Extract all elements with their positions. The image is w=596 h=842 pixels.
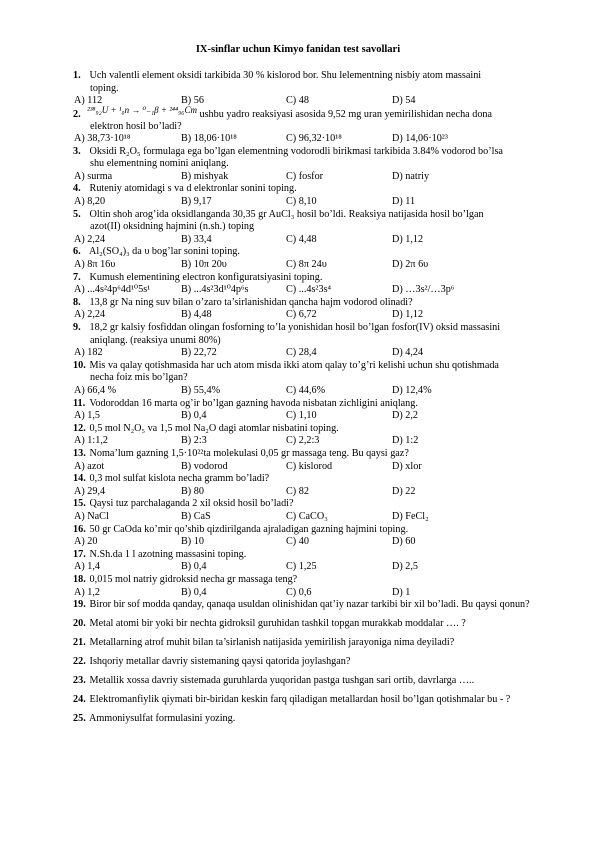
question-5: [74, 209, 564, 234]
question-text: 50 gr CaOda ko’mir qo’shib qizdirilganda ajraladigan gazning hajmini toping.: [87, 523, 409, 535]
question-text: ushbu yadro reaksiyasi asosida 9,52 mg uran yemirilishidan necha dona: [196, 108, 493, 120]
answer-option-a: A) 8,20: [74, 196, 106, 207]
question-text-continued: shu elementning nomini aniqlang.: [90, 158, 229, 170]
answer-option-d: D) 4,24: [392, 347, 424, 359]
answer-option-c: C) fosfor: [286, 170, 324, 182]
answer-option-c: C) 28,4: [286, 347, 317, 359]
answer-options: [74, 561, 564, 574]
answer-options: [74, 259, 564, 272]
answer-option-b: B) 0,4: [181, 410, 207, 422]
answer-option-a: A) 2,24: [74, 233, 106, 245]
answer-option-b: B) 18,06·10¹⁸: [181, 133, 237, 144]
question-number: 3.: [73, 145, 81, 157]
question-number: 9.: [73, 322, 81, 333]
question-number: 13.: [73, 448, 86, 459]
question-text-continued: elektron hosil bo’ladi?: [90, 121, 182, 133]
answer-option-a: A) 8π 16υ: [74, 259, 116, 270]
answer-options: [74, 461, 564, 474]
question-14: [74, 473, 564, 486]
question-number: 14.: [73, 473, 86, 485]
answer-option-a: A) 1,2: [74, 586, 101, 598]
answer-options: [74, 347, 564, 360]
answer-option-b: B) 22,72: [181, 347, 217, 359]
answer-option-c: C) 96,32·10¹⁸: [286, 133, 342, 144]
answer-options: [74, 511, 564, 524]
answer-option-d: D) 2,2: [392, 410, 419, 422]
question-text: Metallik xossa davriy sistemada guruhlarda yuqoridan pastga tushgan sari ortib, davrlarga …..: [87, 675, 475, 687]
answer-option-c: C) kislorod: [286, 460, 333, 472]
answer-option-a: A) 38,73·10¹⁸: [74, 133, 131, 144]
answer-option-d: D) 1,12: [392, 309, 424, 321]
question-text: Metallarning atrof muhit bilan ta’sirlanish natijasida yemirilish jarayoniga nima deyiladi?: [87, 637, 455, 649]
question-24: [74, 694, 564, 707]
question-text: Biror bir sof modda qanday, qanaqa usuldan olinishidan qat’iy nazar tarkibi bir xil bo’ladi. Bu qaysi qonun?: [87, 599, 530, 611]
question-text: Oltin shoh arog’ida oksidlanganda 30,35 gr AuCl₃ hosil bo’ldi. Reaksiya natijasida hosil bo’lgan: [87, 208, 484, 220]
answer-option-b: B) 55,4%: [181, 385, 221, 396]
answer-option-c: C) 40: [286, 536, 309, 548]
answer-option-a: A) 182: [74, 347, 103, 359]
question-12: [74, 423, 564, 436]
question-1: [74, 70, 564, 95]
answer-option-c: C) ...4s²3s⁴: [286, 284, 332, 296]
question-text: 13,8 gr Na ning suv bilan o’zaro ta’sirlanishidan qancha hajm vodorod olinadi?: [87, 296, 413, 308]
question-22: [74, 656, 564, 669]
question-13: [74, 448, 564, 461]
question-number: 15.: [73, 498, 86, 510]
answer-option-a: A) azot: [74, 460, 105, 472]
question-text-continued: toping.: [90, 82, 119, 94]
answer-option-a: A) 1:1,2: [74, 435, 108, 447]
answer-option-a: A) 1,4: [74, 561, 101, 573]
question-text: Elektromanfiylik qiymati bir-biridan keskin farq qiladigan metallardan hosil bo’lgan qotishmalar bu - ?: [87, 694, 511, 706]
question-number: 8.: [73, 296, 81, 308]
question-text: Uch valentli element oksidi tarkibida 30 % kislorod bor. Shu lelementning nisbiy atom massaini: [87, 70, 482, 81]
question-text: 0,015 mol natriy gidroksid necha gr massaga teng?: [87, 574, 298, 585]
answer-option-c: C) 0,6: [286, 586, 312, 598]
question-text: Vodoroddan 16 marta og’ir bo’lgan gazning havoda nisbatan zichligini aniqlang.: [87, 397, 418, 409]
answer-option-d: D) 1:2: [392, 435, 419, 447]
question-number: 11.: [73, 397, 86, 409]
question-text: Metal atomi bir yoki bir nechta gidroksil guruhidan tashkil topgan murakkab moddalar …. ?: [87, 618, 466, 630]
answer-option-d: D) xlor: [392, 460, 422, 472]
question-text: Ruteniy atomidagi s va d elektronlar sonini toping.: [87, 183, 297, 195]
answer-option-d: D) FeCl₂: [392, 511, 429, 522]
question-text-continued: azot(II) oksidning hajmini (n.sh.) toping: [90, 221, 255, 233]
question-6: [74, 246, 564, 259]
answer-option-d: D) 11: [392, 196, 416, 207]
answer-option-d: D) 54: [392, 95, 416, 107]
answer-option-c: C) 48: [286, 95, 309, 107]
answer-option-b: B) 0,4: [181, 561, 207, 573]
answer-option-a: A) 1,5: [74, 410, 101, 422]
question-number: 24.: [73, 694, 86, 706]
question-25: [74, 713, 564, 726]
answer-option-b: B) 10: [181, 536, 204, 548]
answer-option-c: C) 6,72: [286, 309, 317, 321]
answer-option-b: B) 10π 20υ: [181, 259, 227, 270]
answer-option-b: B) 2:3: [181, 435, 207, 447]
answer-options: [74, 234, 564, 247]
question-8: [74, 297, 564, 310]
question-number: 20.: [73, 618, 86, 630]
nuclear-equation: ²³⁸₉₂U + ¹₀n → ⁰₋₁β + ²⁴⁴₉₆Cm: [87, 104, 197, 115]
question-number: 18.: [73, 574, 86, 585]
question-number: 17.: [73, 548, 86, 560]
question-number: 21.: [73, 637, 86, 649]
answer-option-b: B) 4,48: [181, 309, 212, 321]
question-text-continued: necha foiz mis bo’lgan?: [90, 372, 188, 384]
answer-option-d: D) 22: [392, 485, 416, 497]
question-text: 18,2 gr kalsiy fosfiddan olingan fosforning to’la yonishidan hosil bo’lgan fosfor(IV) oksid massasini: [87, 322, 501, 333]
answer-option-d: D) natriy: [392, 170, 430, 182]
question-text: 0,3 mol sulfat kislota necha gramm bo’ladi?: [87, 473, 270, 485]
answer-option-c: C) 44,6%: [286, 385, 326, 396]
answer-options: [74, 309, 564, 322]
question-2: [73, 104, 564, 134]
question-17: [74, 549, 564, 562]
answer-options: [74, 385, 564, 398]
question-text-continued: aniqlang. (reaksiya unumi 80%): [90, 334, 221, 346]
question-18: [74, 574, 564, 587]
answer-option-b: B) CaS: [181, 511, 211, 522]
answer-option-d: D) 60: [392, 536, 416, 548]
answer-option-c: C) 2,2:3: [286, 435, 320, 447]
question-number: 2.: [73, 108, 81, 120]
question-number: 1.: [73, 70, 81, 81]
answer-options: [74, 133, 564, 146]
question-text: Noma’lum gazning 1,5·10²²ta molekulasi 0,05 gr massaga teng. Bu qaysi gaz?: [87, 448, 409, 459]
question-19: [74, 599, 564, 612]
question-number: 12.: [73, 422, 86, 434]
answer-option-c: C) CaCO₃: [286, 511, 328, 522]
answer-option-d: D) 12,4%: [392, 385, 432, 396]
answer-option-a: A) 66,4 %: [74, 385, 117, 396]
question-number: 16.: [73, 523, 86, 535]
question-text: Ishqoriy metallar davriy sistemaning qaysi qatorida joylashgan?: [87, 656, 351, 668]
question-text: Oksidi R₂O₅ formulaga ega bo’lgan elementning vodorodli birikmasi tarkibida 3.84% vodorod bo’lsa: [87, 145, 503, 157]
answer-option-b: B) 80: [181, 485, 204, 497]
question-text: Ammoniysulfat formulasini yozing.: [87, 713, 236, 725]
answer-option-a: A) NaCl: [74, 511, 109, 522]
question-number: 5.: [73, 208, 81, 220]
answer-option-d: D) 14,06·10²³: [392, 133, 448, 144]
question-number: 23.: [73, 675, 86, 687]
question-10: [74, 360, 564, 385]
answer-options: [74, 284, 564, 297]
question-3: [74, 146, 564, 171]
question-15: [74, 498, 564, 511]
answer-option-d: D) 1,12: [392, 233, 424, 245]
question-text: 0,5 mol N₂O₅ va 1,5 mol Na₂O dagi atomlar nisbatini toping.: [87, 422, 339, 434]
question-text: Kumush elementining electron konfiguratsiyasini toping.: [87, 271, 323, 283]
question-number: 4.: [73, 183, 81, 195]
answer-options: [74, 196, 564, 209]
answer-option-b: B) 0,4: [181, 586, 207, 598]
answer-options: [74, 410, 564, 423]
question-number: 7.: [73, 271, 81, 283]
answer-option-d: D) …3s²/…3p⁶: [392, 284, 455, 296]
answer-option-a: A) surma: [74, 170, 113, 182]
answer-option-b: B) 33,4: [181, 233, 212, 245]
answer-option-b: B) 9,17: [181, 196, 212, 207]
answer-option-c: C) 1,25: [286, 561, 317, 573]
question-number: 19.: [73, 599, 86, 611]
answer-option-a: A) 112: [74, 95, 103, 107]
question-text: Qaysi tuz parchalaganda 2 xil oksid hosil bo’ladi?: [87, 498, 294, 510]
question-20: [74, 618, 564, 631]
answer-option-c: C) 82: [286, 485, 309, 497]
answer-option-b: B) vodorod: [181, 460, 228, 472]
answer-option-c: C) 8π 24υ: [286, 259, 327, 270]
answer-option-b: B) 56: [181, 95, 204, 107]
answer-option-d: D) 1: [392, 586, 411, 598]
answer-options: [74, 435, 564, 448]
answer-option-d: D) 2π 6υ: [392, 259, 429, 270]
question-23: [74, 675, 564, 688]
question-number: 6.: [73, 246, 81, 258]
question-number: 22.: [73, 656, 86, 668]
question-7: [74, 272, 564, 285]
question-11: [74, 398, 564, 411]
answer-options: [74, 536, 564, 549]
question-text: N.Sh.da 1 l azotning massasini toping.: [87, 548, 247, 560]
answer-options: [74, 587, 564, 600]
answer-option-c: C) 1,10: [286, 410, 317, 422]
question-9: [74, 322, 564, 347]
answer-options: [74, 171, 564, 184]
answer-option-a: A) 2,24: [74, 309, 106, 321]
answer-option-c: C) 8,10: [286, 196, 317, 207]
answer-option-a: A) ...4s²4p⁶4d¹⁰5s¹: [74, 284, 151, 296]
answer-option-b: B) ...4s²3d¹⁰4p⁶s: [181, 284, 249, 296]
answer-options: [74, 486, 564, 499]
page-title: IX-sinflar uchun Kimyo fanidan test savollari: [195, 44, 401, 55]
answer-option-a: A) 20: [74, 536, 98, 548]
answer-option-d: D) 2,5: [392, 561, 419, 573]
question-number: 10.: [73, 359, 86, 371]
question-4: [74, 183, 564, 196]
question-number: 25.: [73, 713, 86, 725]
answer-option-a: A) 29,4: [74, 485, 106, 497]
answer-option-b: B) mishyak: [181, 170, 229, 182]
question-text: Al₂(SO₄)₃ da υ bog’lar sonini toping.: [87, 246, 240, 258]
question-21: [74, 637, 564, 650]
answer-option-c: C) 4,48: [286, 233, 317, 245]
question-text: Mis va qalay qotishmasida har uch atom misda ikki atom qalay to’g’ri kelishi uchun shu qotishmada: [87, 359, 499, 371]
question-16: [74, 524, 564, 537]
